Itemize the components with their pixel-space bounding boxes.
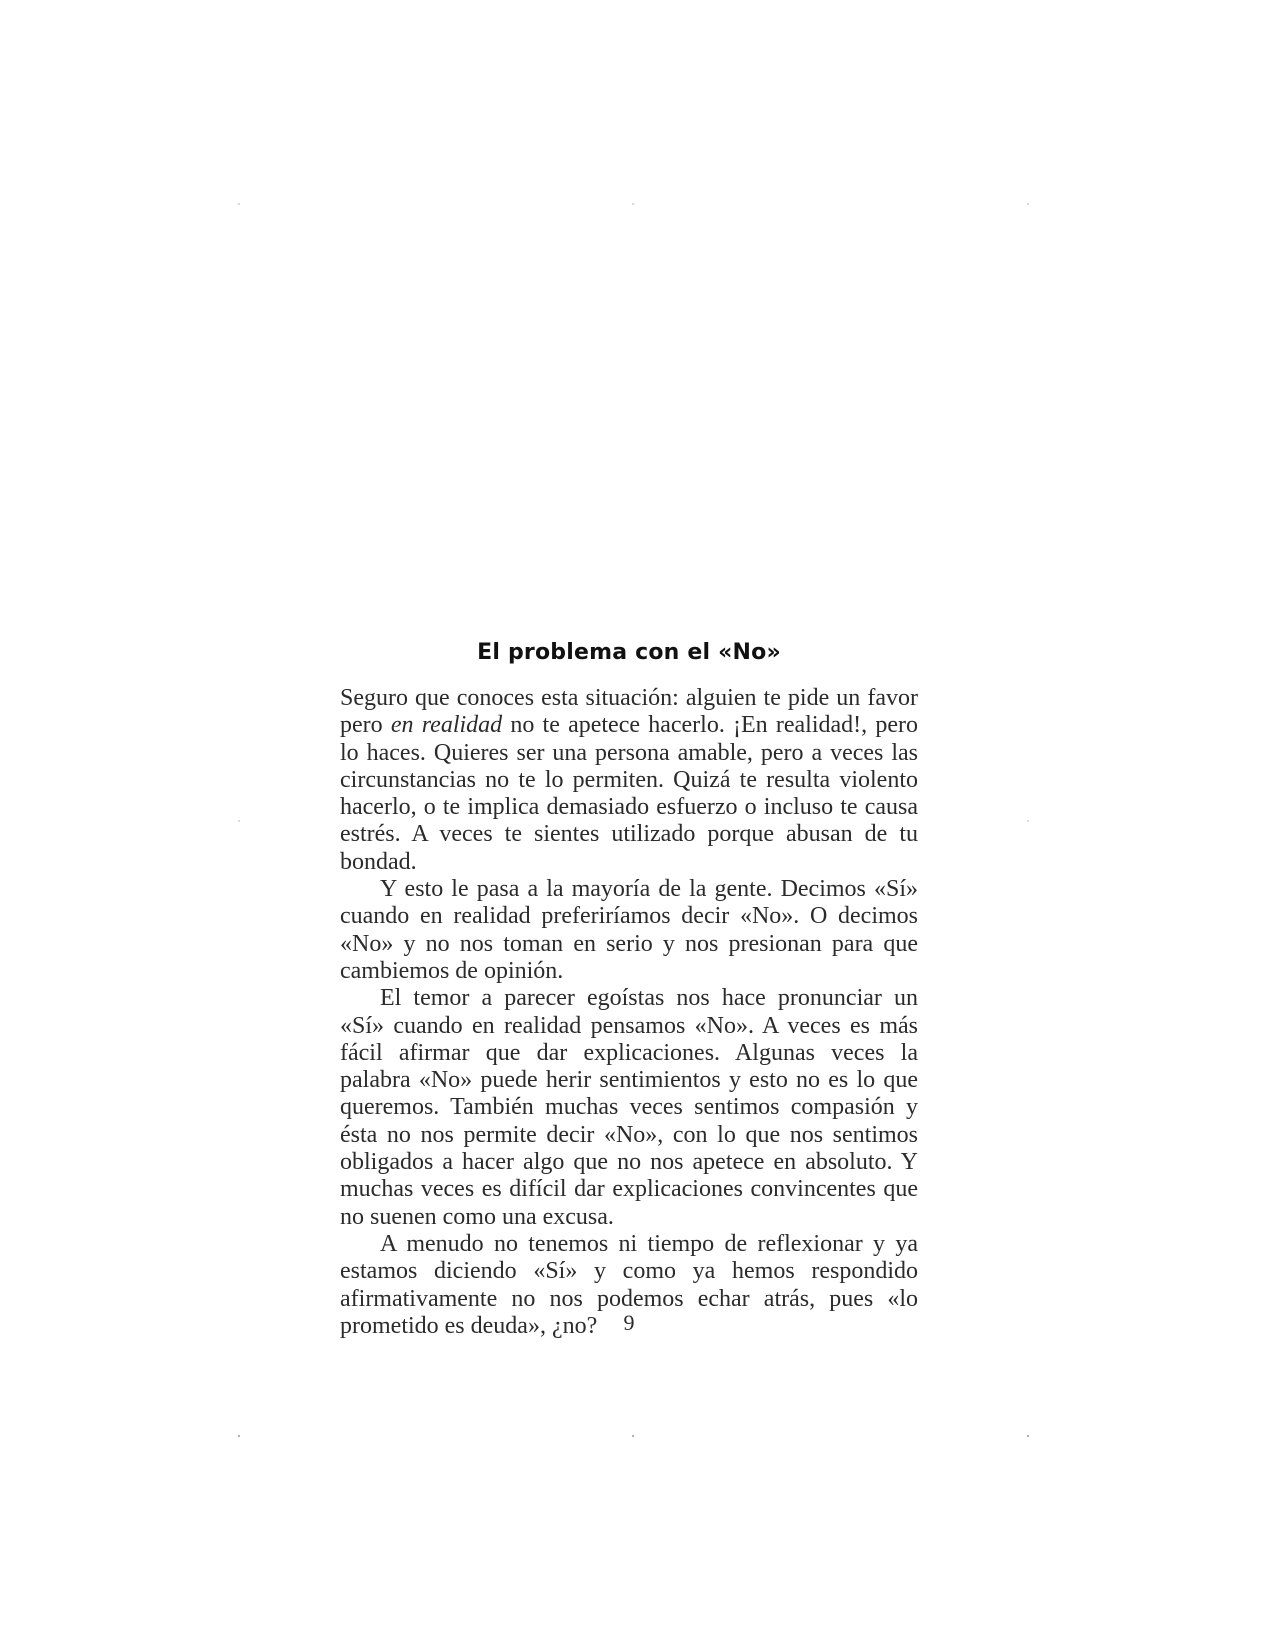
section-heading: El problema con el «No» (477, 640, 781, 665)
body-text (340, 685, 918, 1340)
paragraph-1-end: no te apetece hacerlo. ¡En realidad!, pero lo haces. Quieres ser una persona amable, pero a veces las circunstancias no te lo permiten. Quizá te resulta violento hacerlo, o te implica demasiado esfuerzo o incluso te causa estrés. A veces te sientes utilizado porque abusan de tu bondad. (340, 712, 918, 875)
paragraph-4: A menudo no tenemos ni tiempo de reflexionar y ya estamos diciendo «Sí» y como ya hemos respondido afirmativamente no nos podemos echar atrás, pues «lo prometido es deuda», ¿no? (340, 1230, 918, 1339)
crop-mark-bottom-right (1027, 1435, 1029, 1437)
crop-mark-bottom-center (632, 1435, 634, 1437)
crop-mark-middle-left (238, 820, 240, 822)
crop-mark-middle-right (1027, 820, 1029, 822)
paragraph-1 (340, 685, 918, 876)
paragraph-1-start: Seguro que conoces esta situación: alguien te pide un favor pero (340, 685, 918, 739)
crop-mark-top-right (1027, 203, 1029, 205)
crop-mark-bottom-left (238, 1435, 240, 1437)
page-number: 9 (623, 1310, 635, 1335)
paragraph-2: Y esto le pasa a la mayoría de la gente. Decimos «Sí» cuando en realidad preferiríamos decir «No». O decimos «No» y no nos toman en serio y nos presionan para que cambiemos de opinión. (340, 876, 918, 984)
paragraph-3: El temor a parecer egoístas nos hace pronunciar un «Sí» cuando en realidad pensamos «No». A veces es más fácil afirmar que dar explicaciones. Algunas veces la palabra «No» puede herir sentimientos y esto no es lo que queremos. También muchas veces sentimos compasión y ésta no nos permite decir «No», con lo que nos sentimos obligados a hacer algo que no nos apetece en absoluto. Y muchas veces es difícil dar explicaciones convincentes que no suenen como una excusa. (340, 985, 918, 1230)
crop-mark-top-center (632, 203, 634, 205)
paragraph-1-emphasis: en realidad (390, 712, 503, 739)
crop-mark-top-left (238, 203, 240, 205)
